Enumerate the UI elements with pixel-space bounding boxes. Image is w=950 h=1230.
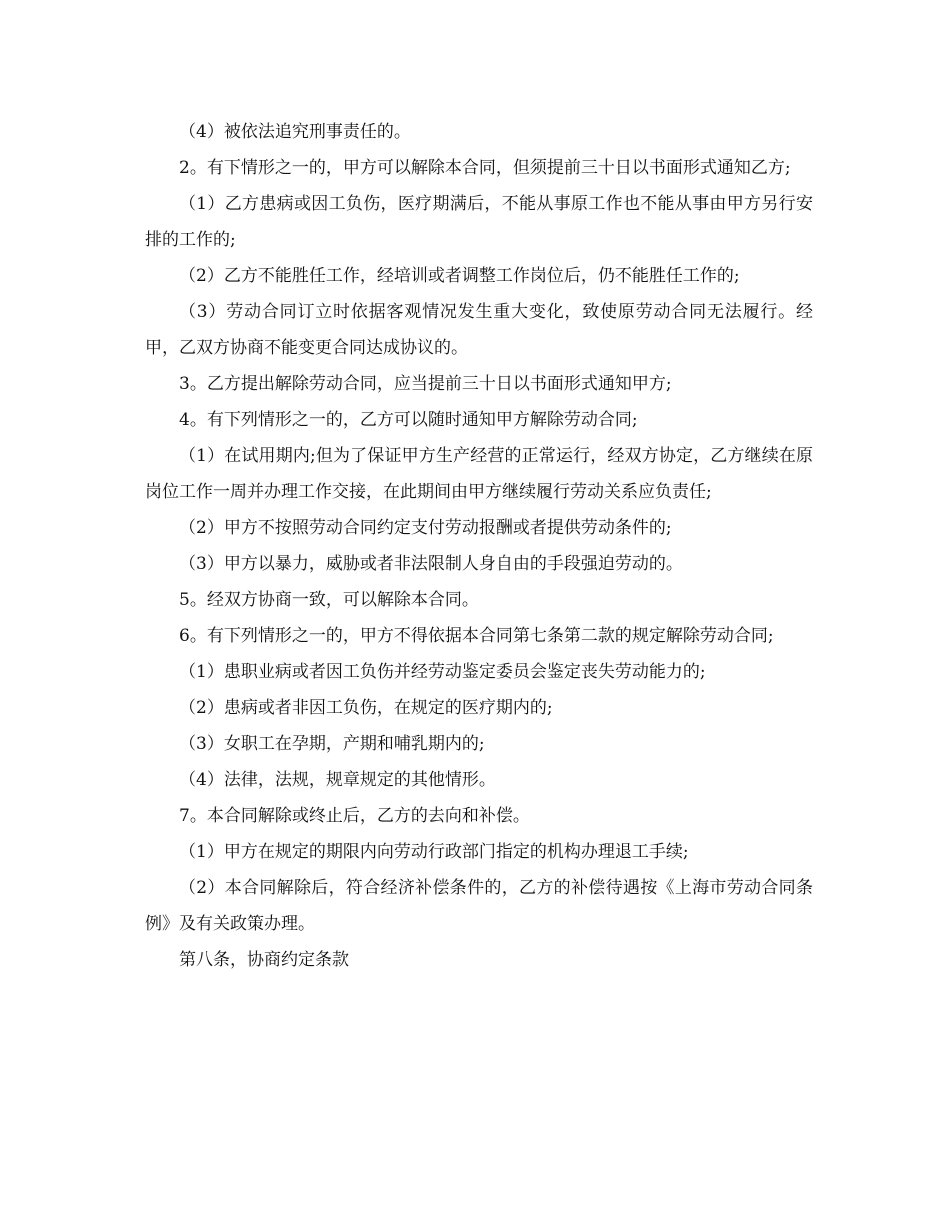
clause-5: 5。经双方协商一致，可以解除本合同。: [179, 590, 479, 610]
clause-7: 7。本合同解除或终止后，乙方的去向和补偿。: [179, 806, 530, 826]
clause-4-item-1: （1）在试用期内;但为了保证甲方生产经营的正常运行，经双方协定，乙方继续在原岗位工作一周并办理工作交接，在此期间由甲方继续履行劳动关系应负责任;: [145, 446, 813, 502]
clause-7-item-2: （2）本合同解除后，符合经济补偿条件的，乙方的补偿待遇按《上海市劳动合同条例》及有关政策办理。: [145, 878, 813, 934]
clause-1-item-4: （4）被依法追究刑事责任的。: [179, 122, 411, 142]
clause-6-item-4: （4）法律，法规，规章规定的其他情形。: [179, 770, 496, 790]
clause-6-item-3: （3）女职工在孕期，产期和哺乳期内的;: [179, 734, 485, 754]
clause-3: 3。乙方提出解除劳动合同，应当提前三十日以书面形式通知甲方;: [179, 374, 672, 394]
clause-2: 2。有下情形之一的，甲方可以解除本合同，但须提前三十日以书面形式通知乙方;: [179, 158, 791, 178]
clause-4: 4。有下列情形之一的，乙方可以随时通知甲方解除劳动合同;: [179, 410, 638, 430]
clause-6-item-2: （2）患病或者非因工负伤，在规定的医疗期内的;: [179, 698, 553, 718]
clause-4-item-2: （2）甲方不按照劳动合同约定支付劳动报酬或者提供劳动条件的;: [179, 518, 672, 538]
clause-4-item-3: （3）甲方以暴力，威胁或者非法限制人身自由的手段强迫劳动的。: [179, 554, 683, 574]
clause-6-item-1: （1）患职业病或者因工负伤并经劳动鉴定委员会鉴定丧失劳动能力的;: [179, 662, 706, 682]
clause-2-item-2: （2）乙方不能胜任工作，经培训或者调整工作岗位后，仍不能胜任工作的;: [179, 266, 740, 286]
clause-6: 6。有下列情形之一的，甲方不得依据本合同第七条第二款的规定解除劳动合同;: [179, 626, 774, 646]
clause-2-item-1: （1）乙方患病或因工负伤，医疗期满后，不能从事原工作也不能从事由甲方另行安排的工作的;: [145, 194, 813, 250]
clause-7-item-1: （1）甲方在规定的期限内向劳动行政部门指定的机构办理退工手续;: [179, 842, 689, 862]
article-8-heading: 第八条，协商约定条款: [179, 950, 349, 970]
clause-2-item-3: （3）劳动合同订立时依据客观情况发生重大变化，致使原劳动合同无法履行。经甲，乙双方协商不能变更合同达成协议的。: [145, 302, 813, 358]
document-body: [145, 114, 813, 978]
